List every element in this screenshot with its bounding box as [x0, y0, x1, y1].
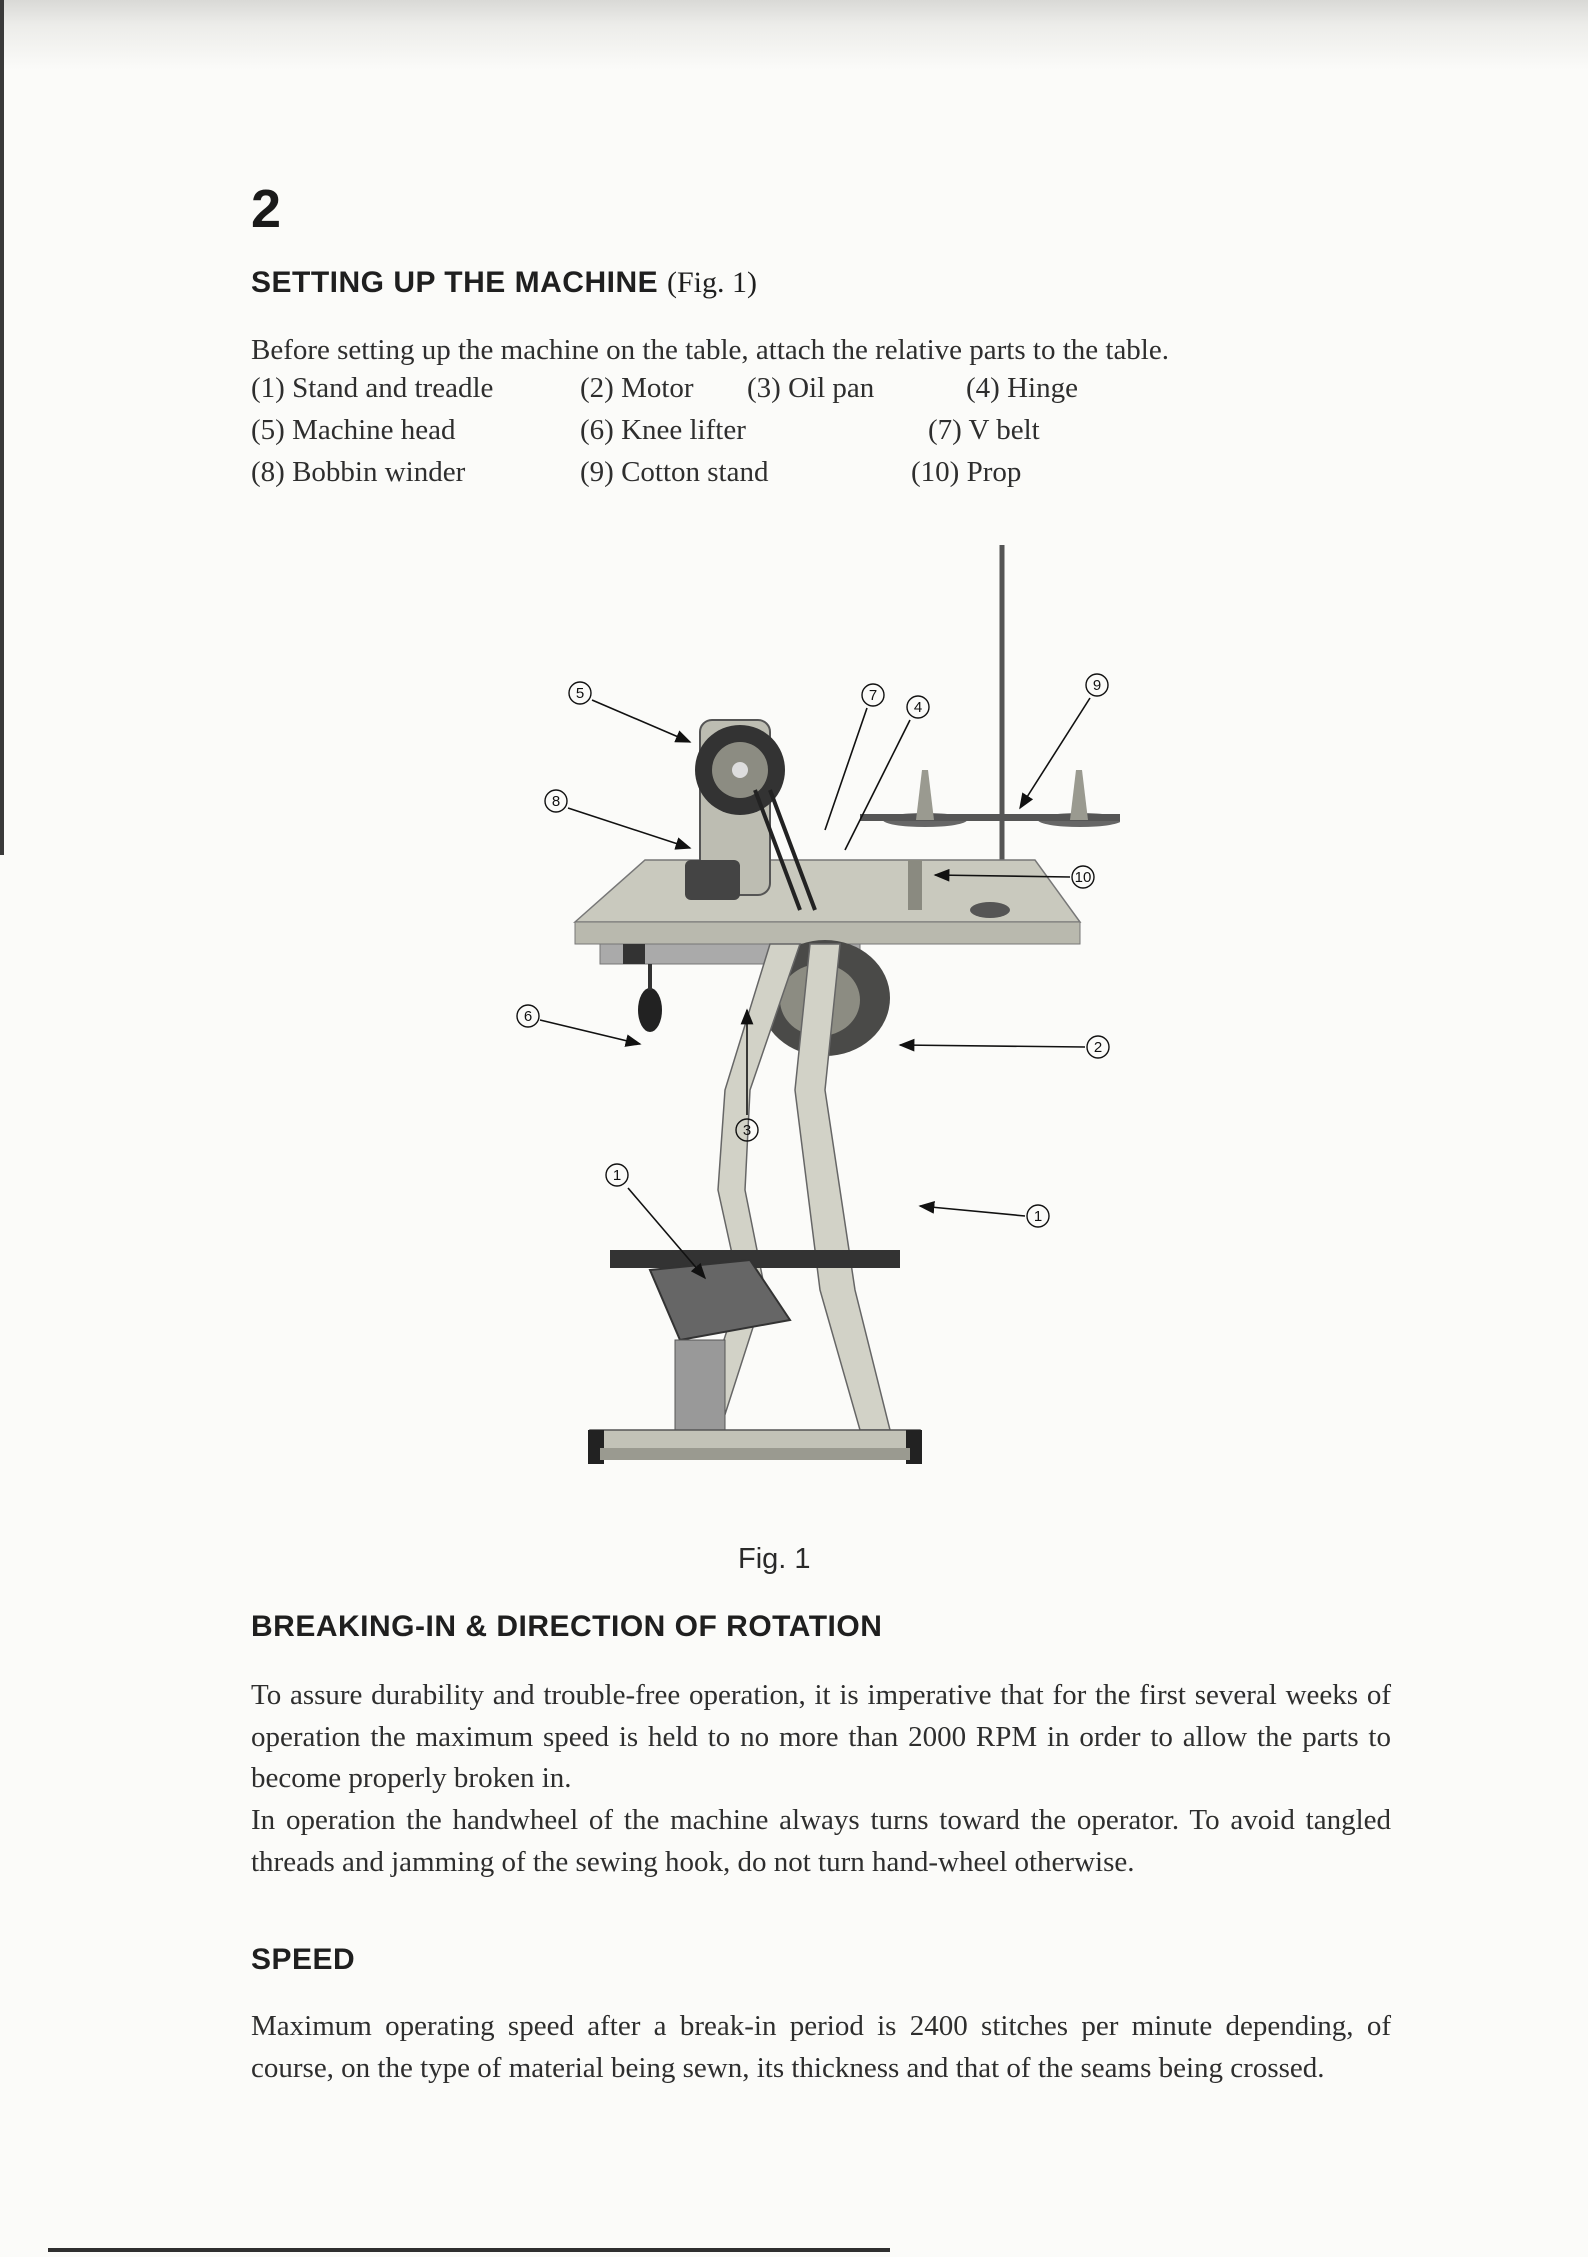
bottom-rule [48, 2248, 890, 2252]
part-item: (5) Machine head [251, 414, 456, 446]
breaking-in-paragraph-1: To assure durability and trouble-free operation, it is imperative that for the first several weeks of operation the maximum speed is held to no more than 2000 RPM in order to allow the parts to become properly broken in. [251, 1679, 1391, 1794]
part-item: (1) Stand and treadle [251, 372, 494, 404]
callout-number: 1 [612, 1167, 622, 1184]
part-item: (2) Motor [580, 372, 694, 404]
section-heading-speed: SPEED [251, 1943, 356, 1976]
callout-9 [1020, 674, 1108, 808]
callout-6 [517, 1005, 640, 1044]
callout-number: 6 [523, 1008, 533, 1025]
callout-2 [900, 1036, 1109, 1058]
speed-paragraph: Maximum operating speed after a break-in period is 2400 stitches per minute depending, of course, on the type of material being sewn, its thickness and that of the seams being crossed. [251, 2010, 1391, 2084]
callout-number: 2 [1093, 1039, 1103, 1056]
part-item: (4) Hinge [966, 372, 1078, 404]
scan-edge-left [0, 0, 4, 855]
callout-1-stand [920, 1205, 1049, 1227]
callout-number: 1 [1033, 1208, 1043, 1225]
sewing-machine-illustration [500, 530, 1120, 1530]
callout-number: 4 [913, 699, 923, 716]
callout-number: 10 [1074, 869, 1092, 886]
callout-number: 3 [742, 1122, 752, 1139]
figure-reference: (Fig. 1) [666, 266, 757, 299]
callout-4 [845, 696, 929, 850]
callout-number: 8 [551, 793, 561, 810]
section-title: SETTING UP THE MACHINE [251, 266, 659, 299]
figure-caption: Fig. 1 [738, 1543, 811, 1575]
callout-number: 5 [575, 685, 585, 702]
callout-5 [569, 682, 690, 742]
callout-number: 9 [1092, 677, 1102, 694]
page-number: 2 [251, 179, 282, 239]
part-item: (6) Knee lifter [580, 414, 746, 446]
part-item: (7) V belt [928, 414, 1040, 446]
setup-intro: Before setting up the machine on the table, attach the relative parts to the table. [251, 334, 1169, 366]
breaking-in-paragraph-2: In operation the handwheel of the machine always turns toward the operator. To avoid tangled threads and jamming of the sewing hook, do not turn hand-wheel otherwise. [251, 1804, 1391, 1878]
part-item: (9) Cotton stand [580, 456, 769, 488]
callout-number: 7 [868, 687, 878, 704]
part-item: (10) Prop [911, 456, 1022, 488]
callout-8 [545, 790, 690, 848]
part-item: (8) Bobbin winder [251, 456, 466, 488]
section-heading-setup [251, 266, 757, 300]
part-item: (3) Oil pan [747, 372, 875, 404]
figure-1 [500, 530, 1120, 1530]
callout-7 [825, 684, 884, 830]
scan-shadow-top [0, 0, 1588, 70]
section-heading-breaking-in: BREAKING-IN & DIRECTION OF ROTATION [251, 1610, 883, 1643]
